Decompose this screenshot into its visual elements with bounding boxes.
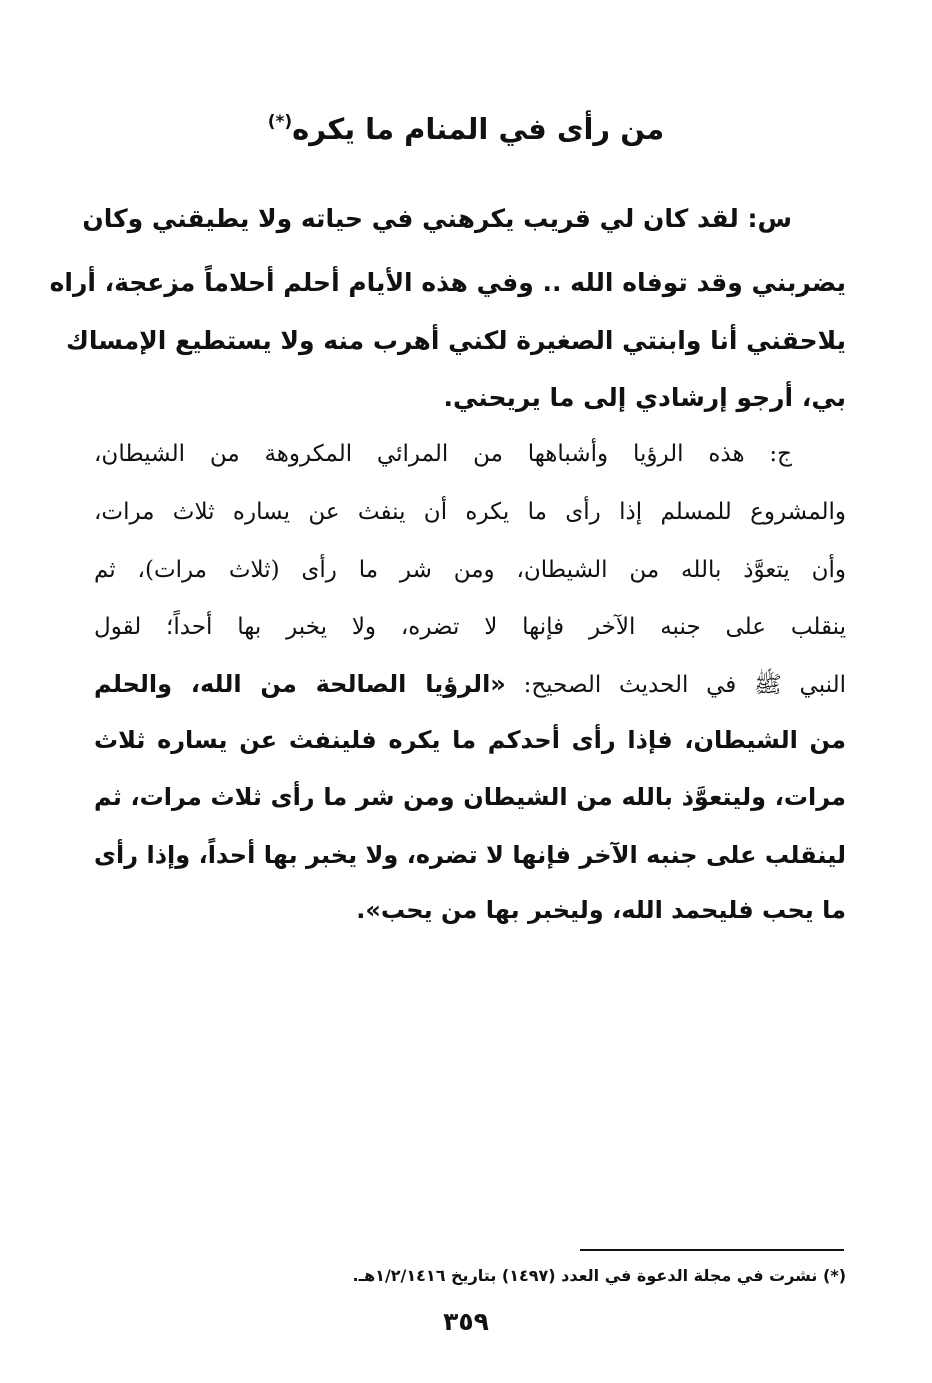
footnote-separator: [580, 1249, 844, 1251]
hadith-quote-start: «الرؤيا الصالحة من الله، والحلم: [94, 670, 506, 698]
answer-line-1: ج: هذه الرؤيا وأشباهها من المرائي المكروهة من الشيطان،: [94, 441, 792, 467]
question-line-1: س: لقد كان لي قريب يكرهني في حياته ولا يطيقني وكان: [82, 204, 792, 233]
answer-line-3: وأن يتعوَّذ بالله من الشيطان، ومن شر ما رأى (ثلاث مرات)، ثم: [94, 557, 846, 583]
title-text: من رأى في المنام ما يكره: [292, 112, 665, 146]
footnote-marker: (*): [267, 112, 293, 132]
answer-line-6: من الشيطان، فإذا رأى أحدكم ما يكره فلينفث عن يساره ثلاث: [94, 726, 846, 754]
answer-line-5: [0, 664, 932, 705]
footnote: (*) نشرت في مجلة الدعوة في العدد (١٤٩٧) بتاريخ ١/٢/١٤١٦هـ.: [352, 1266, 846, 1285]
question-line-3: يلاحقني أنا وابنتي الصغيرة لكني أهرب منه ولا يستطيع الإمساك: [65, 326, 846, 355]
question-line-4: بي، أرجو إرشادي إلى ما يريحني.: [443, 383, 846, 412]
answer-line-8: لينقلب على جنبه الآخر فإنها لا تضره، ولا يخبر بها أحداً، وإذا رأى: [94, 841, 846, 869]
answer-line-5-plain: النبي ﷺ في الحديث الصحيح:: [505, 672, 847, 698]
page-title: [0, 98, 932, 153]
answer-line-2: والمشروع للمسلم إذا رأى ما يكره أن ينفث عن يساره ثلاث مرات،: [94, 499, 846, 525]
page-number: ٣٥٩: [443, 1307, 489, 1336]
answer-line-7: مرات، وليتعوَّذ بالله من الشيطان ومن شر ما رأى ثلاث مرات، ثم: [94, 783, 846, 811]
answer-line-9: ما يحب فليحمد الله، وليخبر بها من يحب».: [356, 896, 846, 924]
answer-line-4: ينقلب على جنبه الآخر فإنها لا تضره، ولا يخبر بها أحداً؛ لقول: [94, 614, 846, 640]
question-line-2: يضربني وقد توفاه الله .. وفي هذه الأيام أحلم أحلاماً مزعجة، أراه: [49, 268, 846, 297]
